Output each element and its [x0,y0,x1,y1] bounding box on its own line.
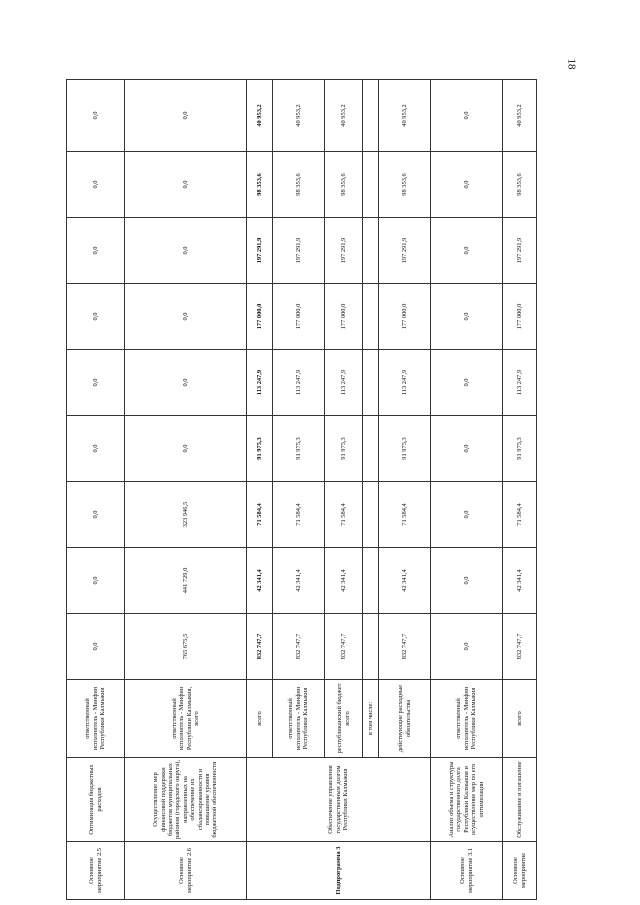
value-cell: 71 584,4 [247,482,273,548]
value-cell: 0,0 [431,482,503,548]
value-cell [363,350,379,416]
value-cell: 71 584,4 [379,482,431,548]
value-cell: 0,0 [67,80,125,152]
value-cell: 91 975,3 [325,416,363,482]
value-cell [363,548,379,614]
budget-table-container [66,80,536,900]
value-cell [363,218,379,284]
value-cell: 42 341,4 [247,548,273,614]
value-cell: 0,0 [67,614,125,680]
value-cell: 832 747,7 [503,614,537,680]
value-cell: 91 975,3 [379,416,431,482]
executor-cell: ответственный исполнитель - Минфин Республики Калмыкия, всего [125,680,247,758]
table-row [431,80,503,900]
value-cell: 177 000,0 [325,284,363,350]
value-cell: 197 291,9 [273,218,325,284]
value-cell: 98 353,6 [247,152,273,218]
value-cell: 40 953,2 [247,80,273,152]
value-cell: 0,0 [125,416,247,482]
value-cell: 0,0 [67,284,125,350]
value-cell: 91 975,3 [273,416,325,482]
value-cell [363,152,379,218]
executor-cell: ответственный исполнитель - Минфин Республики Калмыкия [273,680,325,758]
value-cell: 98 353,6 [273,152,325,218]
value-cell [363,482,379,548]
value-cell: 0,0 [67,152,125,218]
table-row [67,80,125,900]
value-cell: 0,0 [125,152,247,218]
value-cell: 40 953,2 [273,80,325,152]
value-cell: 197 291,9 [379,218,431,284]
program-name-cell: Основное мероприятие 2.5 [67,842,125,900]
value-cell: 0,0 [67,218,125,284]
value-cell: 0,0 [431,548,503,614]
value-cell: 42 341,4 [273,548,325,614]
value-cell: 177 000,0 [379,284,431,350]
value-cell: 40 953,2 [325,80,363,152]
executor-cell: ответственный исполнитель - Минфин Республики Калмыкия [67,680,125,758]
executor-cell: всего [247,680,273,758]
value-cell: 0,0 [67,548,125,614]
executor-cell: ответственный исполнитель - Минфин Республики Калмыкия [431,680,503,758]
executor-cell: в том числе: [363,680,379,758]
value-cell: 42 341,4 [325,548,363,614]
table-row [125,80,247,900]
value-cell: 98 353,6 [379,152,431,218]
value-cell: 0,0 [125,350,247,416]
value-cell: 441 729,0 [125,548,247,614]
value-cell [363,80,379,152]
table-row [503,80,537,900]
value-cell: 42 341,4 [503,548,537,614]
value-cell: 113 247,9 [247,350,273,416]
value-cell: 0,0 [125,80,247,152]
value-cell: 0,0 [125,284,247,350]
value-cell: 98 353,6 [503,152,537,218]
measure-name-cell: Оптимизация бюджетных расходов [67,758,125,842]
value-cell: 0,0 [431,284,503,350]
measure-name-cell: Осуществление мер финансовой поддержки бюджетов муниципальных районов (городского округа), направленных на обеспечение их сбалансированности и повышение уровня бюджетной обеспеченности [125,758,247,842]
executor-cell: действующие расходные обязательства [379,680,431,758]
program-name-cell: Основное мероприятие 2.6 [125,842,247,900]
value-cell: 71 584,4 [273,482,325,548]
value-cell: 197 291,9 [247,218,273,284]
page-number: 18 [565,58,578,70]
value-cell: 177 000,0 [503,284,537,350]
program-name-cell: Основное мероприятие [503,842,537,900]
value-cell: 832 747,7 [379,614,431,680]
value-cell: 323 946,5 [125,482,247,548]
value-cell: 0,0 [67,350,125,416]
value-cell: 0,0 [431,614,503,680]
value-cell: 113 247,9 [273,350,325,416]
value-cell: 0,0 [431,218,503,284]
value-cell: 98 353,6 [325,152,363,218]
measure-name-cell: Обслуживание и погашение [503,758,537,842]
value-cell: 40 953,2 [379,80,431,152]
value-cell [363,614,379,680]
budget-table [66,79,537,900]
value-cell: 832 747,7 [247,614,273,680]
value-cell: 177 000,0 [273,284,325,350]
value-cell: 0,0 [431,152,503,218]
program-name-cell: Основное мероприятие 3.1 [431,842,503,900]
value-cell: 197 291,9 [503,218,537,284]
subprogram-name-cell: Подпрограмма 3 [247,842,431,900]
value-cell: 40 953,2 [503,80,537,152]
value-cell: 113 247,9 [503,350,537,416]
value-cell: 197 291,9 [325,218,363,284]
value-cell [363,284,379,350]
value-cell: 832 747,7 [273,614,325,680]
subprogram-title-cell: Обеспечение управления государственным долгом Республики Калмыкия [247,758,431,842]
value-cell: 0,0 [67,482,125,548]
executor-cell: всего [503,680,537,758]
value-cell: 42 341,4 [379,548,431,614]
value-cell: 71 584,4 [503,482,537,548]
value-cell: 0,0 [125,218,247,284]
value-cell: 177 000,0 [247,284,273,350]
value-cell: 91 975,3 [503,416,537,482]
value-cell: 0,0 [431,80,503,152]
value-cell: 0,0 [67,416,125,482]
value-cell: 832 747,7 [325,614,363,680]
table-row [247,80,273,900]
value-cell: 765 675,5 [125,614,247,680]
measure-name-cell: Анализ объема и структуры государственного долга Республики Калмыкия и осуществление мер по его оптимизации [431,758,503,842]
value-cell: 0,0 [431,416,503,482]
value-cell [363,416,379,482]
value-cell: 113 247,9 [379,350,431,416]
value-cell: 0,0 [431,350,503,416]
value-cell: 71 584,4 [325,482,363,548]
value-cell: 91 975,3 [247,416,273,482]
executor-cell: республиканский бюджет всего [325,680,363,758]
value-cell: 113 247,9 [325,350,363,416]
